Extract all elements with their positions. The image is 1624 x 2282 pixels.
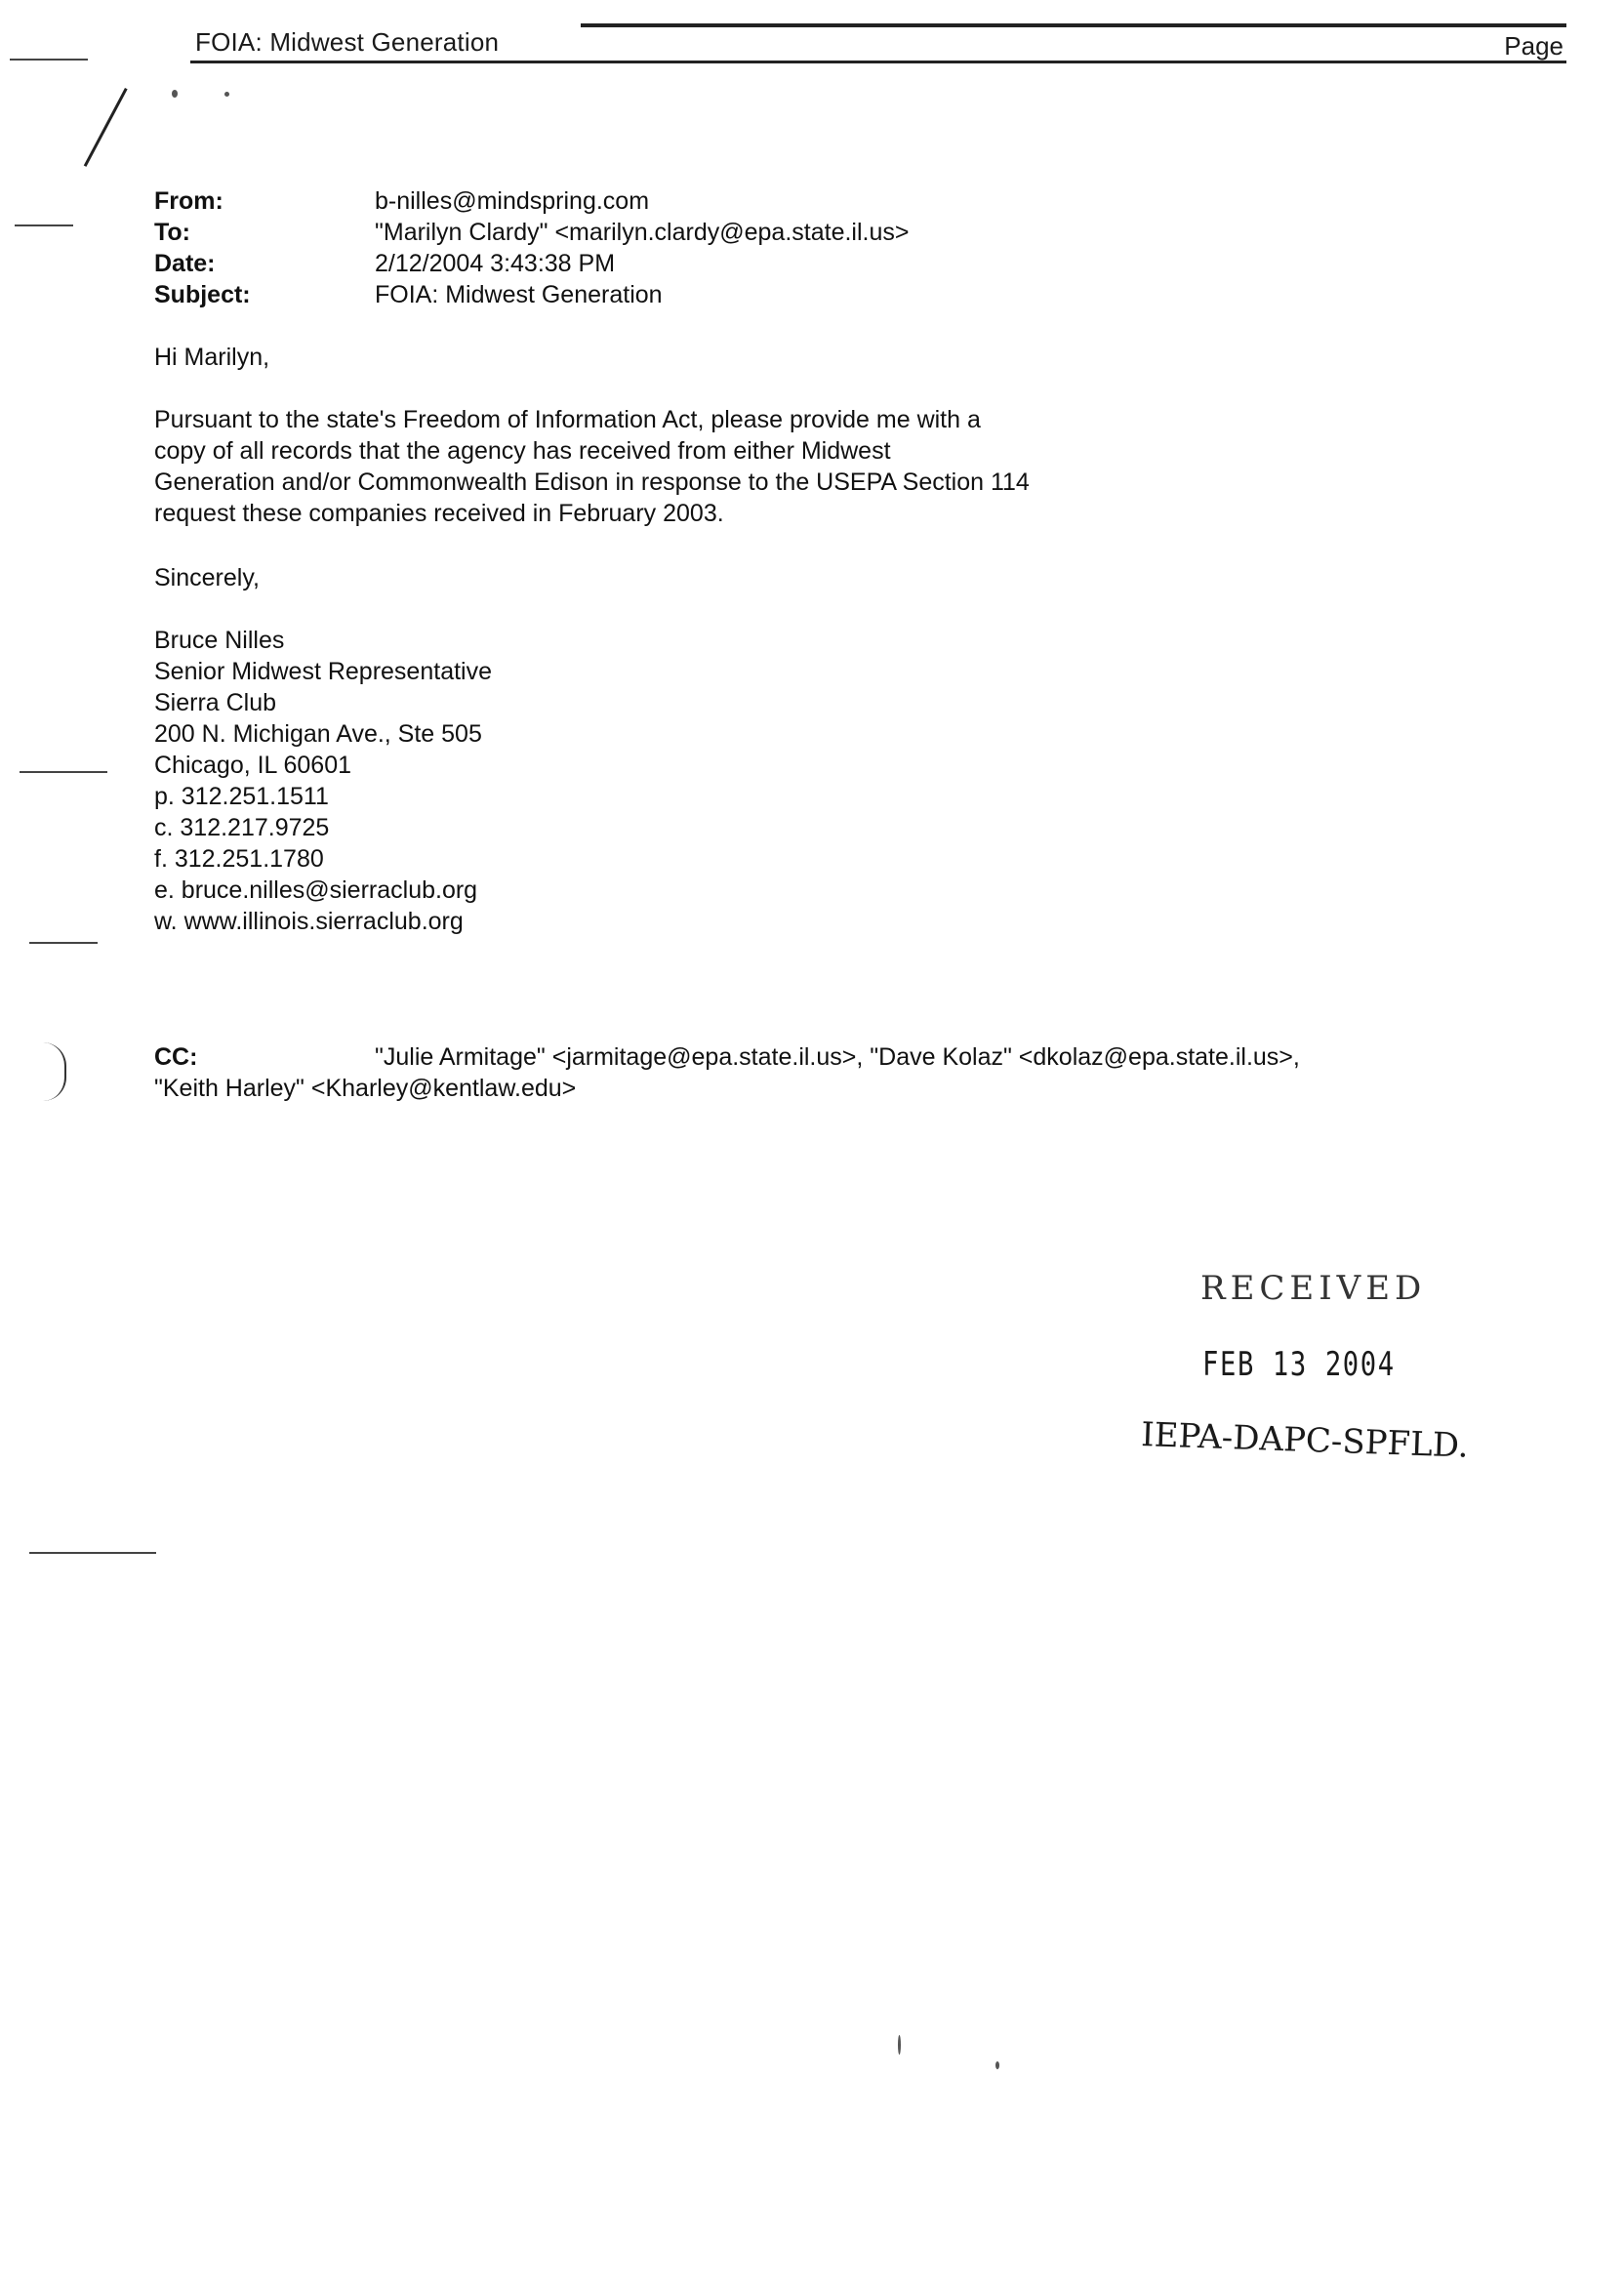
margin-slash-mark: [84, 88, 128, 167]
margin-mark: [15, 224, 73, 226]
to-row: [154, 217, 910, 248]
signature-address1: 200 N. Michigan Ave., Ste 505: [154, 720, 482, 748]
subject-row: [154, 279, 663, 310]
margin-mark: [10, 59, 88, 61]
signature-fax: f. 312.251.1780: [154, 845, 324, 873]
speck: [995, 2061, 999, 2069]
body-paragraph-line: request these companies received in February 2003.: [154, 500, 724, 527]
margin-paren-mark: [43, 1042, 66, 1101]
margin-mark: [29, 942, 98, 944]
cc-line1: "Julie Armitage" <jarmitage@epa.state.il.us>, "Dave Kolaz" <dkolaz@epa.state.il.us>,: [375, 1043, 1300, 1071]
header-rule: [190, 61, 1566, 63]
signature-web: w. www.illinois.sierraclub.org: [154, 908, 464, 935]
body-paragraph-line: Pursuant to the state's Freedom of Information Act, please provide me with a: [154, 406, 981, 433]
signature-phone: p. 312.251.1511: [154, 783, 329, 810]
date-label: Date:: [154, 250, 216, 277]
signature-cell: c. 312.217.9725: [154, 814, 330, 841]
stamp-received: RECEIVED: [1200, 1269, 1427, 1308]
from-value: b-nilles@mindspring.com: [375, 187, 650, 215]
signature-title: Senior Midwest Representative: [154, 658, 492, 685]
body-paragraph-line: Generation and/or Commonwealth Edison in response to the USEPA Section 114: [154, 469, 1030, 496]
speck: [224, 92, 229, 97]
to-label: To:: [154, 219, 191, 246]
signature-organization: Sierra Club: [154, 689, 277, 716]
speck: [898, 2035, 901, 2055]
subject-label: Subject:: [154, 281, 251, 308]
closing: Sincerely,: [154, 564, 260, 591]
body-paragraph-line: copy of all records that the agency has received from either Midwest: [154, 437, 891, 465]
speck: [172, 90, 178, 98]
greeting: Hi Marilyn,: [154, 344, 270, 371]
date-value: 2/12/2004 3:43:38 PM: [375, 250, 616, 277]
date-row: [154, 248, 615, 279]
from-label: From:: [154, 187, 223, 215]
page-header-page-label: Page: [1504, 31, 1563, 61]
cc-line2: "Keith Harley" <Kharley@kentlaw.edu>: [154, 1075, 577, 1102]
stamp-office: IEPA-DAPC-SPFLD.: [1140, 1415, 1470, 1466]
signature-name: Bruce Nilles: [154, 627, 285, 654]
header-rule-top: [581, 23, 1566, 27]
to-value: "Marilyn Clardy" <marilyn.clardy@epa.state.il.us>: [375, 219, 910, 246]
page-header-title: FOIA: Midwest Generation: [195, 27, 500, 57]
signature-address2: Chicago, IL 60601: [154, 752, 352, 779]
subject-value: FOIA: Midwest Generation: [375, 281, 663, 308]
margin-mark: [29, 1552, 156, 1554]
signature-email: e. bruce.nilles@sierraclub.org: [154, 876, 478, 904]
margin-mark: [20, 771, 107, 773]
cc-row: [154, 1041, 1300, 1073]
cc-label: CC:: [154, 1043, 198, 1071]
stamp-date: FEB 13 2004: [1202, 1345, 1396, 1384]
from-row: [154, 185, 649, 217]
